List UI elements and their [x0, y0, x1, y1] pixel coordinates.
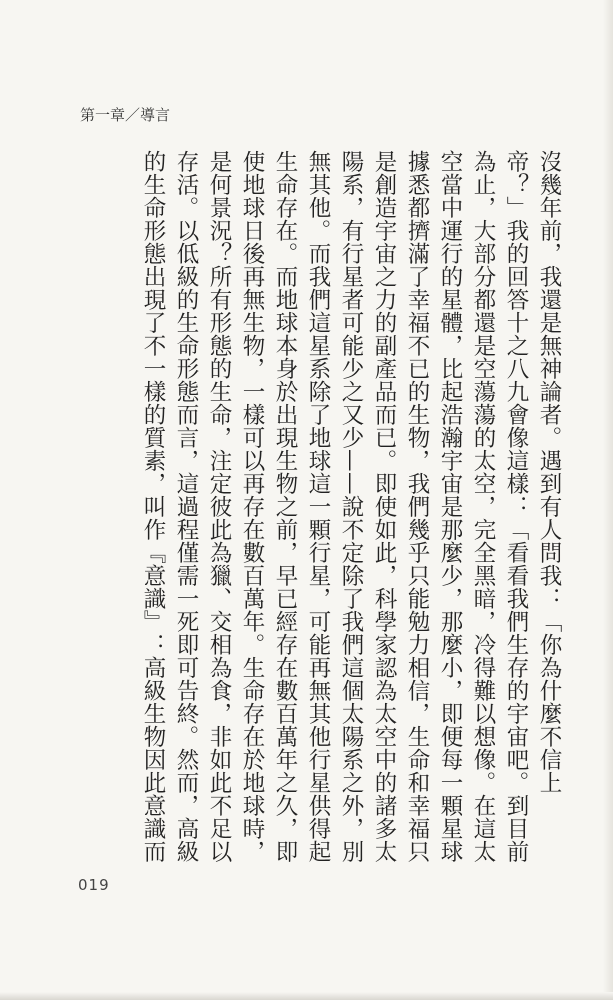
text-column: 的生命形態出現了不一樣的質素，叫作『意識』：高級生物因此意識而: [140, 150, 166, 863]
text-column: 據悉都擠滿了幸福不已的生物，我們幾乎只能勉力相信，生命和幸福只: [404, 150, 430, 863]
text-column: 無其他。而我們這星系除了地球這一顆行星，可能再無其他行星供得起: [305, 150, 331, 863]
text-column: 沒幾年前，我還是無神論者。遇到有人問我：「你為什麼不信上: [536, 150, 562, 794]
text-column: 是何景況？所有形態的生命，注定彼此為獵、交相為食，非如此不足以: [206, 150, 232, 863]
chapter-header: 第一章／導言: [80, 106, 171, 124]
page-edge-shadow: [603, 0, 613, 1000]
text-column: 存活。以低級的生命形態而言，這過程僅需一死即可告終。然而，高級: [173, 150, 199, 863]
page-bottom-edge: [0, 992, 613, 1000]
text-column: 使地球日後再無生物，一樣可以再存在數百萬年。生命存在於地球時，: [239, 150, 265, 863]
text-column: 帝？」我的回答十之八九會像這樣：「看看我們生存的宇宙吧。到目前: [503, 150, 529, 863]
text-column: 是創造宇宙之力的副產品而已。即使如此，科學家認為太空中的諸多太: [371, 150, 397, 863]
text-column: 陽系，有行星者可能少之又少——說不定除了我們這個太陽系之外，別: [338, 150, 364, 863]
page-number: 019: [78, 876, 110, 894]
text-column: 空當中運行的星體，比起浩瀚宇宙是那麼少，那麼小，即便每一顆星球: [437, 150, 463, 863]
text-column: 生命存在。而地球本身於出現生物之前，早已經存在數百萬年之久，即: [272, 150, 298, 863]
body-text: [55, 150, 565, 863]
text-column: 為止，大部分都還是空蕩蕩的太空，完全黑暗，冷得難以想像。在這太: [470, 150, 496, 863]
